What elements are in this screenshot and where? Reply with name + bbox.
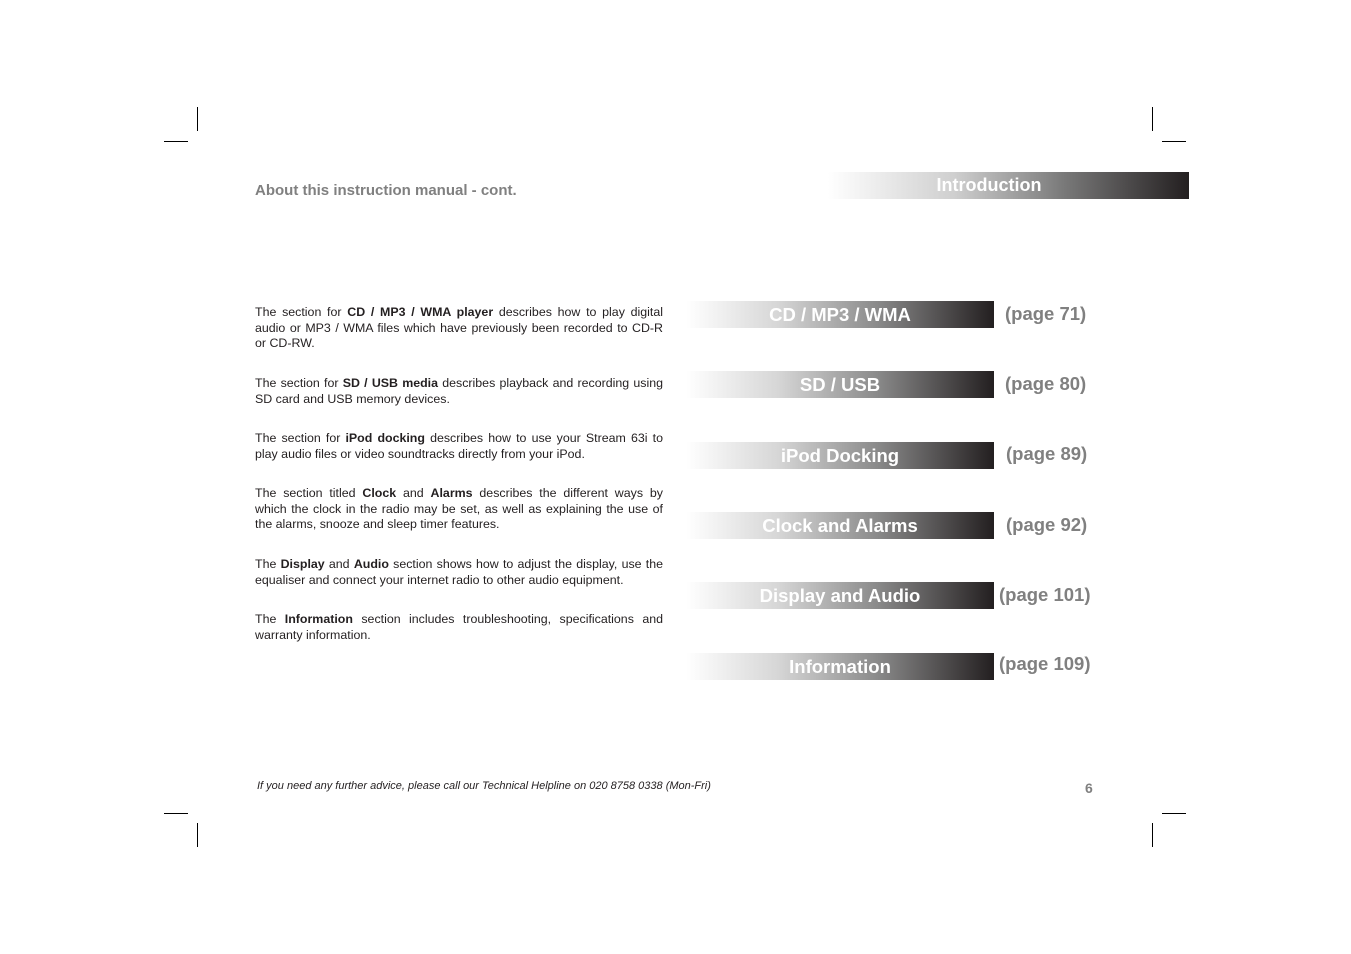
crop-mark [197,107,198,131]
crop-mark [164,141,188,142]
para-text: describes how to play digital audio or MP3 / WMA files which have previously been recorded to CD-R or CD-RW. [255,305,663,351]
section-bar-ipod [686,442,994,469]
para-text: describes how to use your Stream 63i to play audio files or video soundtracks directly from your iPod. [255,431,663,461]
para-bold: Clock [362,486,397,500]
page-reference: (page 109) [999,653,1091,674]
para-bold: Audio [353,557,389,571]
para-bold: Display [280,557,325,571]
para-bold: CD / MP3 / WMA player [347,305,494,319]
para-text: The [255,612,285,626]
section-label: Clock and Alarms [762,515,918,536]
section-label: Information [789,656,891,677]
helpline-footer: If you need any further advice, please call our Technical Helpline on 020 8758 0338 (Mon-Fri) [257,780,711,792]
para-bold: Alarms [430,486,473,500]
para-text: The section for [255,431,346,445]
para-text: describes the different ways by which the clock in the radio may be set, as well as explaining the use of the alarms, snooze and sleep timer features. [255,486,663,532]
page-reference: (page 80) [1005,373,1087,394]
para-text: and [324,557,354,571]
page-reference: (page 92) [1006,514,1088,535]
para-text: section shows how to adjust the display, use the equaliser and connect your internet radio to other audio equipment. [255,557,664,587]
paragraph-cd [255,305,663,352]
section-bar-sd-usb [686,371,994,398]
section-bar-display [686,582,994,609]
section-label: CD / MP3 / WMA [769,304,911,325]
paragraph-ipod [255,431,663,462]
crop-mark [1152,107,1153,131]
section-bar-information [686,653,994,680]
crop-mark [1162,141,1186,142]
paragraph-information [255,612,663,643]
section-bar-clock [686,512,994,539]
page-subtitle: About this instruction manual - cont. [255,182,517,199]
crop-mark [164,813,188,814]
section-label: SD / USB [799,374,881,395]
para-text: and [396,486,431,500]
page-reference: (page 89) [1006,443,1088,464]
crop-mark [1162,813,1186,814]
page-number: 6 [1085,780,1093,796]
para-text: The section titled [255,486,363,500]
para-text: The [255,557,281,571]
crop-mark [197,823,198,847]
para-bold: Information [284,612,353,626]
crop-mark [1152,823,1153,847]
para-bold: SD / USB media [342,376,439,390]
paragraph-sd-usb [255,376,663,407]
para-text: The section for [255,376,343,390]
section-header-bar [828,172,1189,199]
section-label: iPod Docking [780,445,900,466]
section-label: Display and Audio [759,585,921,606]
para-bold: iPod docking [345,431,425,445]
section-bar-cd [686,301,994,328]
para-text: The section for [255,305,348,319]
para-text: describes playback and recording using SD card and USB memory devices. [255,376,663,406]
page-reference: (page 101) [999,584,1091,605]
para-text: section includes troubleshooting, specifications and warranty information. [255,612,663,642]
paragraph-display [255,557,663,588]
page-reference: (page 71) [1005,303,1087,324]
section-header-title: Introduction [936,175,1042,195]
paragraph-clock [255,486,663,533]
